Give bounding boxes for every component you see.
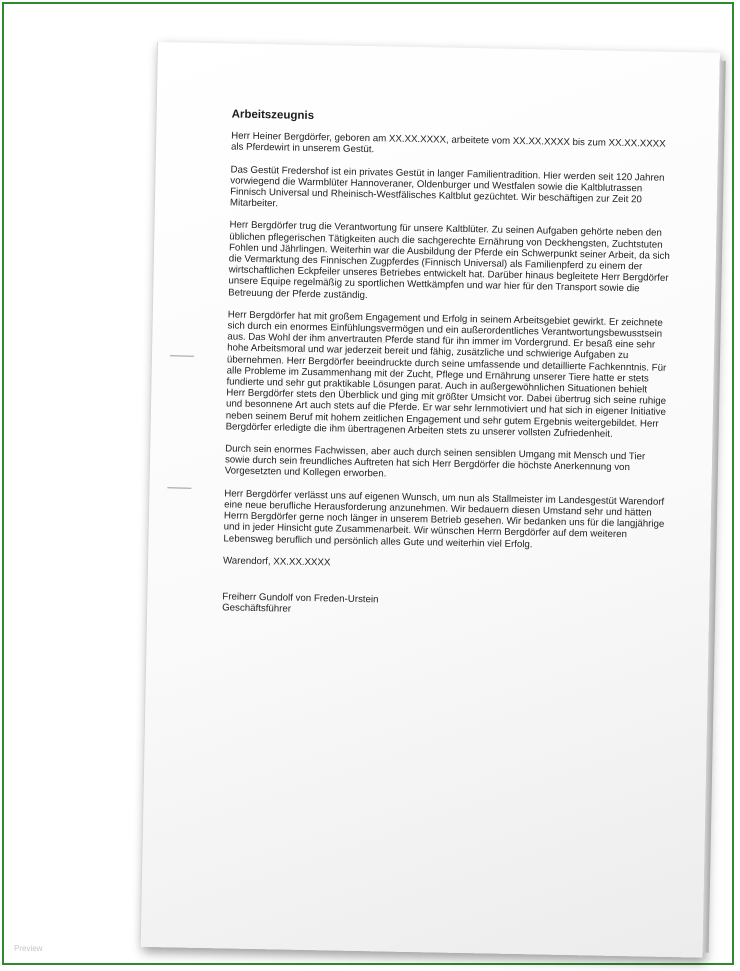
document-title: Arbeitszeugnis bbox=[231, 108, 315, 123]
paragraph-intro: Herr Heiner Bergdörfer, geboren am XX.XX.XXXX, arbeitete vom XX.XX.XXXX bis zum XX.XX.XXXX als Pferdewirt in unserem Gestüt. bbox=[230, 130, 666, 156]
signature-block bbox=[222, 591, 664, 622]
paragraph-performance: Herr Bergdörfer hat mit großem Engagement und Erfolg in seinem Arbeitsgebiet gewirkt. Er zeichnete sich durch ein enormes Einfühlungsvermögen und ein außerordentliches Verantwortungsbewusstsein aus. Das Wohl der ihm anvertrauten Pferde stand für ihn immer im Vordergrund. Er besaß eine sehr hohe Arbeitsmoral und war jederzeit bereit und fähig, zusätzliche und schwierige Aufgaben zu übernehmen. Herr Bergdörfer beeindruckte durch seine umfassende und detaillierte Fachkenntnis. Für alle Probleme im Zusammenhang mit der Zucht, Pflege und Ernährung unserer Tiere hatte er stets fundierte und sehr gut praktikable Lösungen parat. Auch in außergewöhnlichen Situationen behielt Herr Bergdörfer stets den Überblick und ging mit größter Umsicht vor. Dabei übertrug sich seine ruhige und besonnene Art auch stets auf die Pferde. Er war sehr lernmotiviert und hat sich in eigener Initiative neben seinem Beruf mit hohem zeitlichen Engagement und sehr gutem Ergebnis weitergebildet. Herr Bergdörfer erledigte die ihm übertragenen Arbeiten stets zu unserer vollsten Zufriedenheit. bbox=[225, 309, 667, 440]
signature-name: Freiherr Gundolf von Freden-Urstein bbox=[222, 591, 379, 606]
paragraph-farewell: Herr Bergdörfer verlässt uns auf eigenen Wunsch, um nun als Stallmeister im Landesgestüt Warendorf eine neue berufliche Herausforderung anzunehmen. Wir bedauern diesen Umstand sehr und hätten Herrn Bergdörfer gerne noch länger in unserem Betrieb gesehen. Wir bedanken uns für die langjährige und in jeder Hinsicht gute Zusammenarbeit. Wir wünschen Herrn Bergdörfer auf dem weiteren Lebensweg beruflich und persönlich alles Gute und weiterhin viel Erfolg. bbox=[223, 488, 665, 550]
watermark-text: Preview bbox=[14, 944, 43, 953]
signature-role: Geschäftsführer bbox=[222, 602, 292, 615]
document-body bbox=[222, 109, 674, 622]
fold-mark-upper bbox=[170, 355, 194, 356]
fold-mark-lower bbox=[167, 487, 191, 488]
paragraph-duties: Herr Bergdörfer trug die Verantwortung für unsere Kaltblüter. Zu seinen Aufgaben gehörte neben den üblichen pflegerischen Tätigkeiten auch die sachgerechte Ernährung von Deckhengsten, Zuchtstuten Fohlen und Jährlingen. Weiterhin war die Ausbildung der Pferde ein Schwerpunkt seiner Arbeit, da sich die Vermarktung des Finnischen Zugpferdes (Finnisch Universal) als Familienpferd zu einem der wirtschaftlichen Eckpfeiler unseres Betriebes entwickelt hat. Darüber hinaus begleitete Herr Bergdörfer unsere Equipe regelmäßig zu sportlichen Wettkämpfen und war hier für den Transport sowie die Betreuung der Pferde zuständig. bbox=[228, 219, 670, 301]
paragraph-conduct: Durch sein enormes Fachwissen, aber auch durch seinen sensiblen Umgang mit Mensch und Tier sowie durch sein freundliches Auftreten hat sich Herr Bergdörfer die höchste Anerkennung von Vorgesetzten und Kollegen erworben. bbox=[224, 443, 646, 480]
document-page bbox=[140, 42, 720, 958]
paragraph-company: Das Gestüt Fredershof ist ein privates Gestüt in langer Familientradition. Hier werden seit 120 Jahren vorwiegend die Warmblüter Hannoveraner, Oldenburger und Westfalen sowie die Kaltblutrassen Finnisch Universal und Rheinisch-Westfälisches Kaltblut gezüchtet. Wir beschäftigen zur Zeit 20 Mitarbeiter. bbox=[229, 164, 665, 210]
place-date: Warendorf, XX.XX.XXXX bbox=[222, 555, 331, 569]
